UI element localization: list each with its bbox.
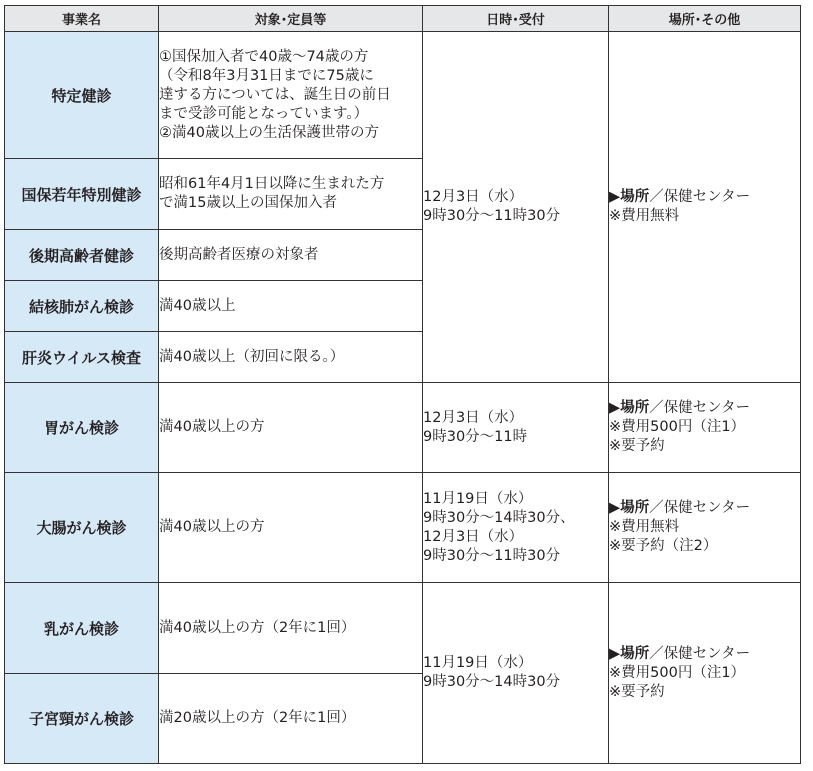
target-cell [159, 230, 423, 281]
place-line [609, 499, 800, 518]
place-marker: ▶ [609, 400, 621, 416]
program-name: 大腸がん検診 [5, 473, 159, 583]
place-label: 場所 [620, 189, 650, 205]
header-datetime: 日時･受付 [423, 6, 609, 32]
datetime-line: 11月19日（水） [423, 655, 533, 671]
target-line: （令和8年3月31日までに75歳に [159, 67, 374, 84]
place-line [609, 188, 800, 207]
datetime-line: 9時30分～11時30分 [423, 547, 561, 564]
target-line: 後期高齢者医療の対象者 [159, 246, 319, 263]
datetime-cell [423, 473, 609, 583]
datetime-line: 12月3日（水） [423, 528, 524, 545]
target-line: 満40歳以上の方 [159, 519, 265, 535]
datetime-line: 9時30分～14時30分 [423, 674, 561, 690]
target-line: 満20歳以上の方（2年に1回） [159, 710, 356, 726]
place-cell [609, 583, 801, 764]
target-line: ②満40歳以上の生活保護世帯の方 [159, 124, 379, 141]
place-note: ※費用500円（注1） [609, 419, 746, 435]
target-cell [159, 473, 423, 583]
datetime-cell [423, 383, 609, 473]
header-row [5, 6, 801, 32]
place-note: ※要予約（注2） [609, 538, 718, 554]
target-cell [159, 583, 423, 674]
exam-schedule-table [4, 5, 801, 764]
target-cell [159, 332, 423, 383]
target-cell [159, 674, 423, 764]
place-marker: ▶ [609, 500, 621, 516]
table-row [5, 32, 801, 159]
target-line: 満40歳以上 [159, 297, 236, 314]
program-name: 国保若年特別健診 [5, 159, 159, 230]
place-label: 場所 [620, 645, 650, 662]
place-line [609, 645, 800, 664]
target-line: 達する方については、誕生日の前日 [159, 86, 391, 103]
target-line: で満15歳以上の国保加入者 [159, 195, 337, 211]
place-label: 場所 [620, 500, 650, 516]
place-cell [609, 473, 801, 583]
program-name: 肝炎ウイルス検査 [5, 332, 159, 383]
table-row [5, 473, 801, 583]
place-cell [609, 383, 801, 473]
place-marker: ▶ [609, 645, 621, 662]
target-line: ①国保加入者で40歳～74歳の方 [159, 48, 369, 65]
place-note: ※要予約 [609, 683, 665, 700]
place-label: 場所 [620, 400, 650, 416]
target-cell [159, 383, 423, 473]
header-place: 場所･その他 [609, 6, 801, 32]
place-value: ／保健センター [649, 189, 751, 205]
datetime-cell [423, 32, 609, 383]
place-value: ／保健センター [649, 645, 751, 662]
place-value: ／保健センター [649, 400, 751, 416]
target-cell [159, 32, 423, 159]
place-note: ※費用無料 [609, 208, 680, 224]
header-target: 対象･定員等 [159, 6, 423, 32]
datetime-line: 9時30分～14時30分、 [423, 509, 575, 526]
place-note: ※費用500円（注1） [609, 664, 746, 681]
datetime-cell [423, 583, 609, 764]
target-line: まで受診可能となっています。） [159, 105, 369, 122]
place-note: ※費用無料 [609, 519, 680, 535]
place-value: ／保健センター [649, 500, 751, 516]
place-note: ※要予約 [609, 438, 665, 454]
target-line: 満40歳以上（初回に限る。） [159, 348, 345, 365]
program-name: 後期高齢者健診 [5, 230, 159, 281]
place-marker: ▶ [609, 189, 621, 205]
datetime-line: 11月19日（水） [423, 490, 533, 507]
table-row [5, 583, 801, 674]
target-line: 満40歳以上の方（2年に1回） [159, 619, 356, 636]
program-name: 乳がん検診 [5, 583, 159, 674]
datetime-line: 12月3日（水） [423, 189, 524, 205]
program-name: 結核肺がん検診 [5, 281, 159, 332]
program-name: 特定健診 [5, 32, 159, 159]
program-name: 子宮頸がん検診 [5, 674, 159, 764]
target-cell [159, 281, 423, 332]
place-cell [609, 32, 801, 383]
target-line: 満40歳以上の方 [159, 419, 265, 435]
target-cell [159, 159, 423, 230]
datetime-line: 9時30分～11時 [423, 428, 528, 445]
datetime-line: 9時30分～11時30分 [423, 208, 561, 224]
table-row [5, 383, 801, 473]
datetime-line: 12月3日（水） [423, 409, 524, 426]
program-name: 胃がん検診 [5, 383, 159, 473]
target-line: 昭和61年4月1日以降に生まれた方 [159, 176, 385, 192]
place-line [609, 399, 800, 418]
header-program: 事業名 [5, 6, 159, 32]
